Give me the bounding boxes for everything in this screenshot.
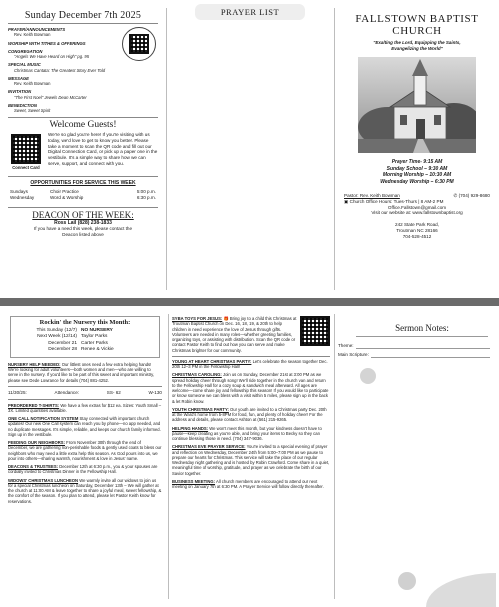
service-item-value: "Angels We Have Heard on High" pg. 95 [14, 54, 90, 59]
tshirt-announcement [8, 403, 162, 414]
fold-line [334, 8, 335, 290]
nursery-row [15, 347, 155, 353]
announcement-text: You're invited to a special evening of prayer and reflection on Wednesday, December 24th from 5:00–7:00 PM as we pause to prepare our hearts for Christmas. This service will take the place of our regular Wednesday night gathering and is hosted by Robin Crawford. Come share in a quiet, meaningful time of worship, gratitude, and prayer as we celebrate the birth of our Savior together. [172, 444, 330, 476]
address-line: Troutman NC 28166 [396, 227, 438, 233]
contact-info [338, 193, 496, 216]
church-name-line1: FALLSTOWN BAPTIST [355, 13, 479, 25]
church-email[interactable]: Office.Fallstown@gmail.com [387, 204, 447, 210]
nursery-name: Carter Parks [81, 340, 108, 346]
service-item [8, 103, 162, 114]
announcement-text: Our littlest ones need a few extra helping hands! We're looking for adult volunteers—both women and men—who are willing to serve in the nursery. If you'd like to be part of this sweet and important ministry, please see Dede Lowrance for details (704) 881-4252. [8, 361, 155, 383]
church-phone: (704) 929-8680 [458, 193, 490, 199]
service-item-label: WORSHIP WITH TITHES & OFFERINGS [8, 40, 86, 46]
service-times [338, 159, 496, 185]
church-illustration [358, 57, 476, 153]
announcement-title: CHRISTMAS CAROLING: [172, 372, 222, 378]
office-hours: Church Office Hours: Tues-Thurs | 8 AM-2 PM [349, 198, 444, 204]
service-time: Sunday School – 9:30 AM [386, 165, 448, 172]
church-address [338, 222, 496, 239]
opportunities-list [4, 189, 162, 201]
deacons-announcement [8, 464, 162, 475]
divider [8, 176, 158, 177]
divider [172, 356, 330, 357]
announcement-title: HELPING HANDS: [172, 425, 209, 431]
announcement-title: SYBA TOYS FOR JESUS: [172, 316, 223, 321]
scripture-label: Main Scripture: [338, 352, 369, 358]
service-date-heading: Sunday December 7th 2025 [24, 10, 142, 21]
decorative-circle [398, 572, 416, 590]
announcement-title: CHRISTMAS EVE PRAYER SERVICE: [172, 444, 246, 450]
welcome-section [4, 132, 162, 170]
giving-qr-code[interactable] [129, 34, 149, 54]
service-item [8, 89, 162, 100]
announcement-text: We warmly invite all our widows to join us for a special Christmas luncheon on Saturday, December 13th – We will gather at the church at 11:00 AM & leave together to share a joyful meal, sweet fellowship, & the comfort of the season. If you plan to attend, please let Pastor Keith know for reservations. [8, 477, 162, 504]
address-line: 704-528-4512 [402, 233, 432, 239]
service-item-value: Sweet, Sweet Spirit [14, 108, 51, 113]
helping-hands-announcement [172, 426, 330, 442]
divider [8, 386, 162, 387]
theme-label: Theme: [338, 343, 354, 349]
announcement-text: December 12th at 6:30 p.m., you & your spouses are cordially invited to Christmas Dinner in the Fellowship Hall. [8, 464, 158, 475]
syba-announcement [172, 316, 330, 353]
nursery-box [10, 316, 160, 358]
divider [8, 399, 162, 400]
opportunity-time: 6:30 p.m. [136, 195, 156, 201]
nursery-date: December 28 [48, 347, 77, 353]
church-website[interactable]: Visit our website at: www.fallstownbaptist.org [371, 210, 463, 216]
service-item [8, 62, 162, 73]
announcement-text: Let's celebrate the season together Dec. 20th 12–3 PM in the Fellowship Hall! [172, 358, 328, 369]
scripture-line[interactable] [371, 352, 490, 358]
deacon-text: If you have a need this week, please contact the Deacon listed above [33, 226, 133, 237]
service-item-value: Rev. Keith Bowman [14, 81, 51, 86]
nursery-date: Next Week (12/14) [37, 334, 77, 340]
scripture-field[interactable] [338, 352, 490, 358]
fold-line [334, 314, 335, 599]
opportunity-day: Sundays [10, 188, 28, 194]
nursery-name: Taylor Parks [81, 334, 108, 340]
service-item-value: Christmas Cantata: The Greatest Story Ever Told [14, 67, 106, 73]
deacon-name: Ross Lail (828) 238-1833 [54, 219, 112, 226]
attendance-sunday-school: SS- 62 [106, 389, 121, 395]
opportunity-activity: Choir Practice [50, 188, 79, 194]
opportunity-row [10, 195, 156, 201]
service-item-label: CONGREGATION [8, 48, 43, 54]
announcement-text: From November 30th through the end of December, we are gathering non-perishable foods & gently used coats to bless our neighbors who may need a little extra help this season. As God pours into us, we pour into others—sharing warmth, nourishment & love in Jesus' name. [8, 440, 162, 461]
divider [8, 23, 158, 24]
order-of-service-column [4, 0, 162, 298]
announcement-title: DEACONS & TRUSTEES: [8, 464, 59, 470]
divider [8, 117, 158, 118]
connect-card-qr-code[interactable] [11, 134, 41, 164]
announcement-title: NURSERY HELP NEEDED: [8, 361, 61, 367]
announcements-middle-column [172, 306, 330, 607]
service-item-label: BENEDICTION [8, 102, 37, 108]
syba-qr-code[interactable] [300, 316, 330, 346]
caroling-announcement [172, 372, 330, 404]
pastor-name: Pastor: Rev. Keith Bowman [344, 193, 400, 199]
opportunity-row [10, 189, 156, 195]
announcement-title: ONE CALL NOTIFICATION SYSTEM [8, 416, 79, 422]
church-motto: "Exalting the Lord, Equipping the Saints, Evangelizing the World" [373, 40, 461, 51]
fold-line [166, 8, 167, 290]
sermon-notes-header [356, 318, 488, 337]
announcement-title: FEEDING OUR NEIGHBORS: [8, 440, 65, 446]
prayer-list-column [170, 0, 330, 298]
nursery-title: Rockin' the Nursery this Month: [39, 319, 131, 326]
service-item [8, 76, 162, 87]
opportunities-title: OPPORTUNITIES FOR SERVICE THIS WEEK [30, 179, 136, 186]
service-item-label: MESSAGE [8, 75, 29, 81]
bulletin-outside-page [0, 0, 499, 298]
announcement-text: Our youth are invited to a Christmas party Dec. 20th at the Ward's home from 5-8PM for food, fun, and plenty of holiday cheer! For the address and details, please contact Ashton at (561) 215-9265. [172, 406, 327, 423]
service-time: Wednesday Worship – 6:30 PM [380, 178, 454, 185]
connect-card[interactable] [8, 132, 44, 170]
deacon-title: DEACON OF THE WEEK: [32, 209, 134, 220]
welcome-text: We're so glad you're here! If you're visiting with us today, we'd love to get to know you better. Please take a moment to scan the QR code and fill out our Digital Connection Card, or pick up a paper one in the vestibule. It's a simple way to share how we can serve, support, and connect with you. [48, 132, 158, 166]
prayer-list-header [195, 4, 305, 20]
attendance-worship: W-130 [148, 389, 162, 395]
sermon-notes-title: Sermon Notes: [395, 323, 449, 333]
calendar-icon: ▣ [344, 198, 349, 204]
announcement-text: We won't meet this month, but your kindness doesn't have to pause—keep creating as you're able, and bring your items to Becky so they can continue blessing those in need. (704) 347-9036. [172, 425, 322, 441]
service-item-value: "The First Noel" Jewels Dean McCarter [14, 94, 87, 100]
nursery-name: Renee & Vickie [81, 347, 114, 353]
announcement-text: We have a few extras for $12 ea. Sizes: Youth Small – 3X. Limited quantities available. [8, 402, 162, 413]
attendance-row [8, 390, 162, 396]
service-order-list [4, 27, 162, 113]
syba-text-block [172, 316, 297, 353]
service-item-label: PRAYER/ANNOUNCEMENTS [8, 27, 66, 32]
christmas-eve-announcement [172, 444, 330, 476]
announcement-title: YOUNG AT HEART CHRISTMAS PARTY: [172, 358, 252, 364]
announcement-title: YOUTH CHRISTMAS PARTY: [172, 406, 229, 412]
business-meeting-announcement [172, 479, 330, 490]
service-time: Prayer Time- 9:15 AM [391, 159, 443, 166]
opportunity-activity: Word & Worship [50, 195, 84, 201]
theme-line[interactable] [356, 343, 490, 349]
fold-line [168, 314, 169, 599]
young-heart-announcement [172, 359, 330, 370]
notification-announcement [8, 416, 162, 437]
nursery-date: This Sunday (12/7) [36, 328, 77, 333]
service-time: Morning Worship – 10:30 AM [382, 172, 452, 179]
announcement-text: Bring joy to a child this Christmas at Troutman Baptist Church on Dec. 16, 18, 19, & 20th to help children in need experience the love of Jesus through gifts. Volunteers are needed in many roles—whether greeting families, organizing toys, or assisting with distribution. Scan the QR code or contact Pastor Keith to find out how you can serve and make Christmas brighter for our community. [172, 316, 297, 353]
announcement-title: BUSINESS MEETING: [172, 478, 216, 484]
youth-announcement [172, 407, 330, 423]
church-building-image [358, 57, 476, 153]
announcement-text: All church members are encouraged to attend our next meeting on January 7th at 6:30 PM. A Prayer Service will follow directly thereafter. [172, 478, 324, 489]
church-name-line2: CHURCH [392, 25, 442, 37]
service-item-value: Rev. Keith Bowman [14, 32, 51, 38]
theme-field[interactable] [338, 343, 490, 349]
prayer-list-title: PRAYER LIST [220, 7, 280, 17]
announcements-left-column [6, 306, 164, 607]
sermon-notes-column [338, 306, 496, 607]
opportunity-time: 5:00 p.m. [136, 188, 156, 194]
service-item-label: SPECIAL MUSIC [8, 62, 41, 68]
church-cover-column [338, 0, 496, 298]
decorative-circle [360, 368, 376, 384]
announcement-text: Join us on Sunday, December 21st at 3:00 PM as we spread holiday cheer through song! We'll ride together in the church van and return to the Fellowship Hall for a cozy soup & sandwich meal afterward. All ages are welcome—come share joy and fellowship this season! If you would like to participate or know someone we can bless with a visit within 5 miles, please sign up in the back & let Robin know. [172, 372, 329, 404]
nursery-date: December 21 [48, 340, 77, 346]
giving-qr-badge[interactable] [122, 27, 156, 61]
announcement-title: PREORDERED T-SHIRTS: [8, 402, 60, 408]
announcement-text: Stay connected with important church updates! Our new One Call system can reach you by phone—no app needed, and no duplicate messages. It's simple, reliable, and keeps our church family informed. Sign up in the vestibule. [8, 416, 161, 437]
nursery-name: NO NURSERY [81, 328, 113, 333]
connect-card-label: Connect Card [12, 165, 40, 171]
gift-icon: 🎁 [223, 316, 229, 321]
bulletin-inside-page [0, 306, 499, 607]
phone-line [453, 193, 490, 199]
opportunity-day: Wednesday [10, 195, 35, 201]
phone-icon: ✆ [453, 193, 458, 199]
announcement-title: WIDOWS' CHRISTMAS LUNCHEON [8, 477, 79, 483]
service-item-label: INVITATION [8, 89, 32, 95]
decorative-corner-shape [426, 573, 496, 607]
nursery-help-announcement [8, 362, 162, 383]
widows-announcement [8, 478, 162, 504]
divider [8, 207, 158, 208]
attendance-date: 11/30/25: [8, 389, 27, 395]
address-line: 242 State Park Road, [395, 222, 439, 228]
feeding-announcement [8, 440, 162, 461]
welcome-title: Welcome Guests! [49, 120, 117, 131]
attendance-label: Attendance: [54, 389, 80, 395]
